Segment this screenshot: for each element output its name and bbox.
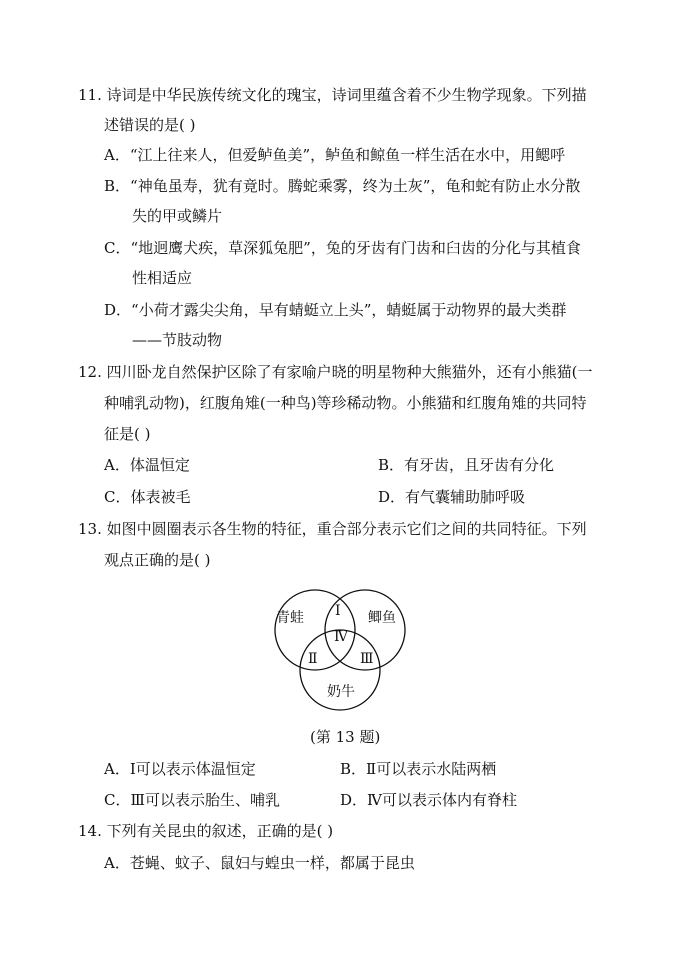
- q12-option-a: A．体温恒定: [104, 456, 190, 474]
- q11-option-d-line2: ——节肢动物: [132, 331, 223, 349]
- q12-stem-line3: 征是( ): [104, 425, 151, 443]
- q11-option-c-line2: 性相适应: [132, 269, 193, 287]
- q11-stem-line1: 11. 诗词是中华民族传统文化的瑰宝，诗词里蕴含着不少生物学现象。下列描: [78, 86, 587, 104]
- q12-option-d: D．有气囊辅助肺呼吸: [378, 488, 526, 506]
- q13-stem-line1: 13. 如图中圆圈表示各生物的特征，重合部分表示它们之间的共同特征。下列: [78, 520, 587, 538]
- label-crucian: 鲫鱼: [368, 610, 396, 626]
- q14-stem: 14. 下列有关昆虫的叙述，正确的是( ): [78, 822, 334, 840]
- q11-option-b-line1: B．“神龟虽寿，犹有竟时。腾蛇乘雾，终为土灰”，龟和蛇有防止水分散: [104, 177, 581, 195]
- region-3-label: Ⅲ: [360, 651, 374, 667]
- q11-stem-line2: 述错误的是( ): [104, 116, 196, 134]
- venn-diagram: [270, 588, 410, 713]
- q14-option-a: A．苍蝇、蚊子、鼠妇与蝗虫一样，都属于昆虫: [104, 854, 415, 872]
- region-1-label: Ⅰ: [335, 603, 341, 619]
- q13-option-c: C．Ⅲ可以表示胎生、哺乳: [104, 791, 280, 809]
- q11-option-d-line1: D．“小荷才露尖尖角，早有蜻蜓立上头”，蜻蜓属于动物界的最大类群: [104, 301, 567, 319]
- q12-option-c: C．体表被毛: [104, 488, 191, 506]
- region-2-label: Ⅱ: [308, 651, 318, 667]
- q13-figure-caption: (第 13 题): [310, 728, 381, 746]
- q11-option-a: A．“江上往来人，但爱鲈鱼美”，鲈鱼和鲸鱼一样生活在水中，用鳃呼: [104, 146, 566, 164]
- q12-stem-line1: 12. 四川卧龙自然保护区除了有家喻户晓的明星物种大熊猫外，还有小熊猫(一: [78, 363, 593, 381]
- label-frog: 青蛙: [276, 610, 304, 626]
- q12-stem-line2: 种哺乳动物)，红腹角雉(一种鸟)等珍稀动物。小熊猫和红腹角雉的共同特: [104, 394, 587, 412]
- q13-option-b: B．Ⅱ可以表示水陆两栖: [340, 760, 497, 778]
- q13-option-a: A．Ⅰ可以表示体温恒定: [104, 760, 256, 778]
- q11-option-c-line1: C．“地迥鹰犬疾，草深狐兔肥”，兔的牙齿有门齿和臼齿的分化与其植食: [104, 239, 581, 257]
- q12-option-b: B．有牙齿，且牙齿有分化: [378, 456, 555, 474]
- q13-stem-line2: 观点正确的是( ): [104, 551, 211, 569]
- q13-option-d: D．Ⅳ可以表示体内有脊柱: [340, 791, 518, 809]
- q11-option-b-line2: 失的甲或鳞片: [132, 207, 223, 225]
- region-4-label: Ⅳ: [334, 629, 348, 645]
- label-cow: 奶牛: [327, 684, 355, 700]
